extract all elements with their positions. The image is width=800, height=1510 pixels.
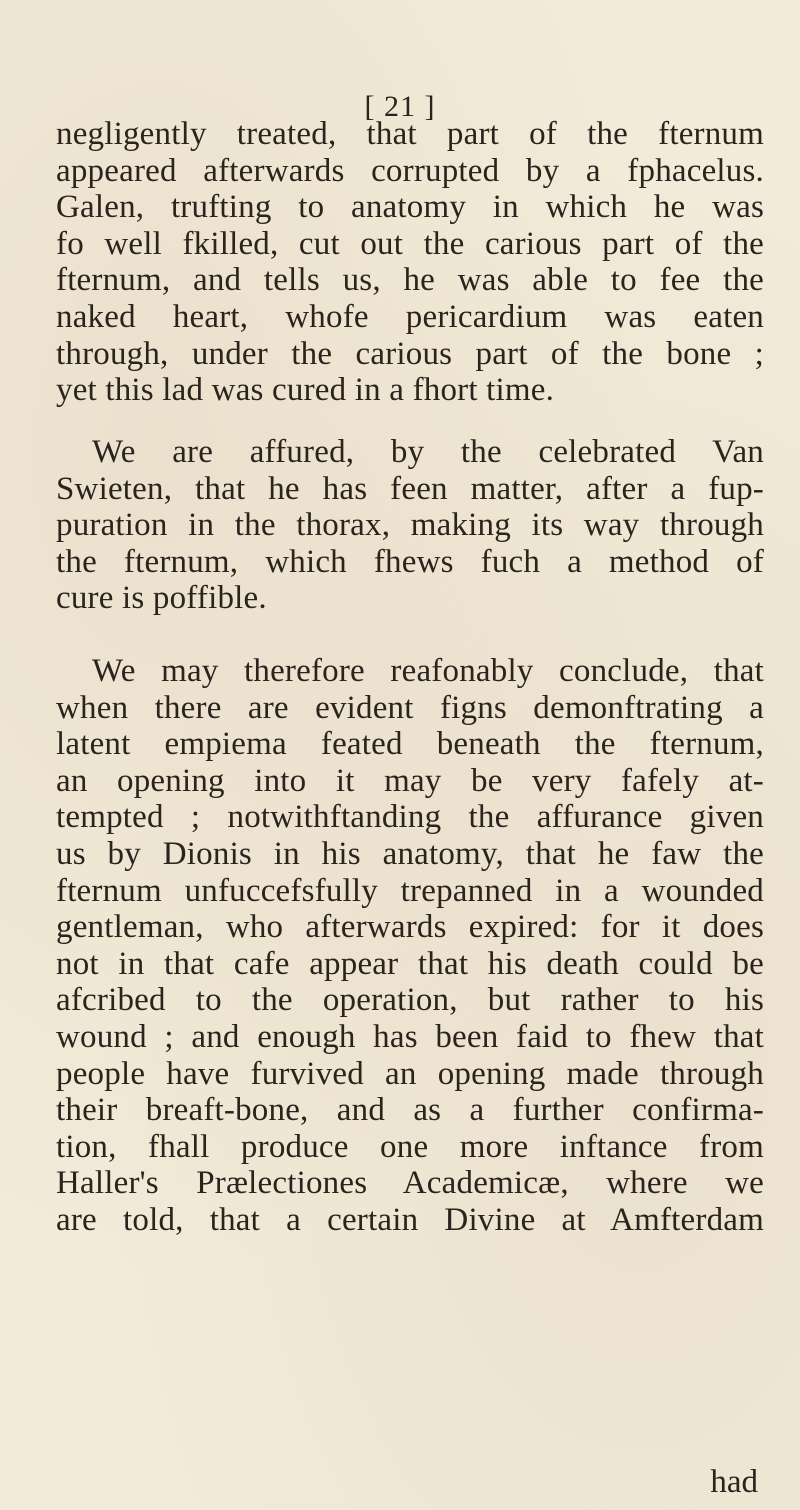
- text-line: naked heart, whofe pericardium was eaten: [56, 298, 764, 335]
- text-line: We are affured, by the celebrated Van: [92, 434, 764, 470]
- page-number: [ 21 ]: [364, 90, 436, 123]
- text-line: people have furvived an opening made through: [56, 1055, 764, 1092]
- text-line: gentleman, who afterwards expired: for it does: [56, 909, 764, 946]
- text-line: fo well fkilled, cut out the carious part of the: [56, 225, 764, 262]
- text-line: tion, fhall produce one more inftance from: [56, 1128, 764, 1165]
- text-line: puration in the thorax, making its way through: [56, 507, 764, 544]
- text-line: afcribed to the operation, but rather to his: [56, 982, 764, 1019]
- text-line: tempted ; notwithftanding the affurance given: [56, 799, 764, 836]
- paragraph-2: [56, 434, 764, 617]
- text-line: are told, that a certain Divine at Amfterdam: [56, 1201, 764, 1238]
- text-line: Swieten, that he has feen matter, after a fup-: [56, 470, 764, 507]
- text-line: We may therefore reafonably conclude, that: [92, 653, 764, 689]
- text-line: their breaft-bone, and as a further confirma-: [56, 1092, 764, 1129]
- text-line: fternum unfuccefsfully trepanned in a wounded: [56, 872, 764, 909]
- paragraph-3: [56, 653, 764, 1239]
- text-line: the fternum, which fhews fuch a method of: [56, 543, 764, 580]
- text-line: negligently treated, that part of the fternum: [56, 116, 764, 152]
- text-line: latent empiema feated beneath the fternum,: [56, 726, 764, 763]
- text-line: an opening into it may be very fafely at-: [56, 762, 764, 799]
- text-line: cure is poffible.: [56, 580, 267, 617]
- text-line: when there are evident figns demonftrating a: [56, 689, 764, 726]
- text-line: appeared afterwards corrupted by a fphacelus.: [56, 152, 764, 189]
- text-line: not in that cafe appear that his death could be: [56, 945, 764, 982]
- paragraph-1: [56, 116, 764, 409]
- catchword: had: [710, 1464, 758, 1500]
- text-line: wound ; and enough has been faid to fhew that: [56, 1018, 764, 1055]
- text-line: Haller's Prælectiones Academicæ, where we: [56, 1165, 764, 1202]
- text-line: us by Dionis in his anatomy, that he faw the: [56, 835, 764, 872]
- text-line: Galen, trufting to anatomy in which he was: [56, 189, 764, 226]
- text-line: yet this lad was cured in a fhort time.: [56, 372, 555, 409]
- text-line: through, under the carious part of the bone ;: [56, 335, 764, 372]
- text-line: fternum, and tells us, he was able to fee the: [56, 262, 764, 299]
